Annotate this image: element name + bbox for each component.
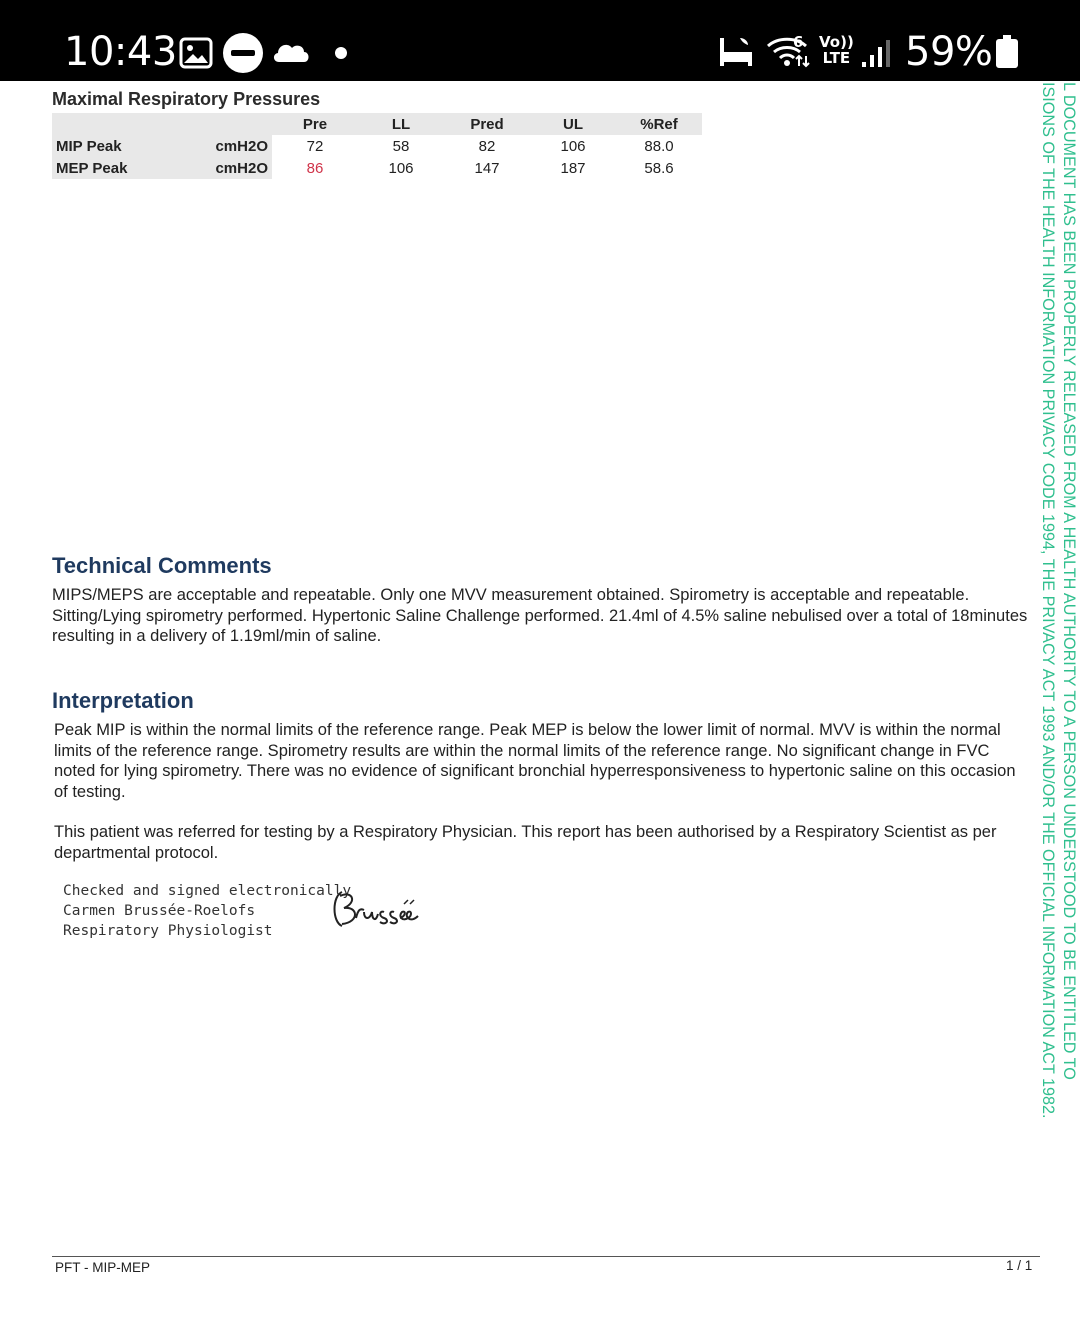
technical-comments-text: MIPS/MEPS are acceptable and repeatable. Only one MVV measurement obtained. Spirometry is acceptable and repeatable. Sitting/Lying spirometry performed. Hypertonic Saline Challenge performed. 21.4ml of 4.5% saline nebulised over a total of 18minutes resulting in a delivery of 1.19ml/min of saline. <box>52 586 1028 645</box>
table-row <box>52 135 702 157</box>
header-ll: LL <box>358 113 444 135</box>
release-watermark <box>1037 82 1079 1182</box>
row-ll: 106 <box>388 159 414 177</box>
header-label <box>52 113 206 135</box>
header-pre: Pre <box>272 113 358 135</box>
network-generation: 6 <box>793 33 804 51</box>
signature-block <box>63 881 351 941</box>
header-ref: %Ref <box>616 113 702 135</box>
row-pred: 82 <box>478 137 496 155</box>
row-ul: 187 <box>560 159 586 177</box>
status-bar <box>0 0 1080 81</box>
interpretation-text: Peak MIP is within the normal limits of the reference range. Peak MEP is below the lower limit of normal. MVV is within the normal limits of the reference range. Spirometry results are within the normal limits of the reference range. No significant change in FVC noted for lying spirometry. There was no evidence of significant bronchial hyperresponsiveness to hypertonic saline on this occasion of testing. <box>54 721 1016 801</box>
header-pred: Pred <box>444 113 530 135</box>
signal-icon <box>860 38 892 73</box>
sleep-mode-icon <box>718 36 754 73</box>
watermark-line-1: L DOCUMENT HAS BEEN PROPERLY RELEASED FROM A HEALTH AUTHORITY TO A PERSON UNDERSTOOD TO BE ENTITLED TO <box>1060 82 1078 1080</box>
table-header-row <box>52 113 702 135</box>
mrp-section-title: Maximal Respiratory Pressures <box>52 89 321 109</box>
table-row <box>52 157 702 179</box>
row-ll: 58 <box>392 137 410 155</box>
do-not-disturb-icon <box>222 32 264 79</box>
row-pre: 72 <box>306 137 324 155</box>
volte-label: Vo)) <box>819 33 854 51</box>
battery-icon <box>995 35 1019 74</box>
gallery-icon <box>179 37 213 74</box>
row-pred: 147 <box>474 159 500 177</box>
interpretation-title: Interpretation <box>52 688 194 713</box>
row-pre-flagged: 86 <box>306 159 324 177</box>
row-label: MIP Peak <box>52 135 206 157</box>
row-unit: cmH2O <box>206 135 272 157</box>
row-label: MEP Peak <box>52 157 206 179</box>
row-ref: 88.0 <box>644 137 674 155</box>
watermark-line-2: ISIONS OF THE HEALTH INFORMATION PRIVACY CODE 1994, THE PRIVACY ACT 1993 AND/OR THE OFFICIAL INFORMATION ACT 1982. <box>1039 82 1057 1119</box>
cloud-icon <box>271 38 311 69</box>
handwritten-signature <box>330 886 426 939</box>
signature-name: Carmen Brussée-Roelofs <box>63 903 256 919</box>
volte-indicator <box>819 34 854 66</box>
footer-page-number: 1 / 1 <box>1006 1258 1033 1273</box>
footer-report-code: PFT - MIP-MEP <box>55 1260 151 1275</box>
notification-dot-icon <box>335 46 347 64</box>
signature-role: Respiratory Physiologist <box>63 923 273 939</box>
row-ref: 58.6 <box>644 159 674 177</box>
lte-label: LTE <box>822 49 851 67</box>
mrp-table <box>52 113 702 179</box>
row-unit: cmH2O <box>206 157 272 179</box>
footer-divider <box>52 1256 1040 1257</box>
clock: 10:43 <box>64 29 177 75</box>
row-ul: 106 <box>560 137 586 155</box>
technical-comments-title: Technical Comments <box>52 553 272 578</box>
battery-percent: 59% <box>905 29 993 75</box>
header-ul: UL <box>530 113 616 135</box>
header-unit <box>206 113 272 135</box>
referral-text: This patient was referred for testing by a Respiratory Physician. This report has been authorised by a Respiratory Scientist as per departmental protocol. <box>54 823 997 862</box>
signature-line-1: Checked and signed electronically <box>63 883 352 899</box>
